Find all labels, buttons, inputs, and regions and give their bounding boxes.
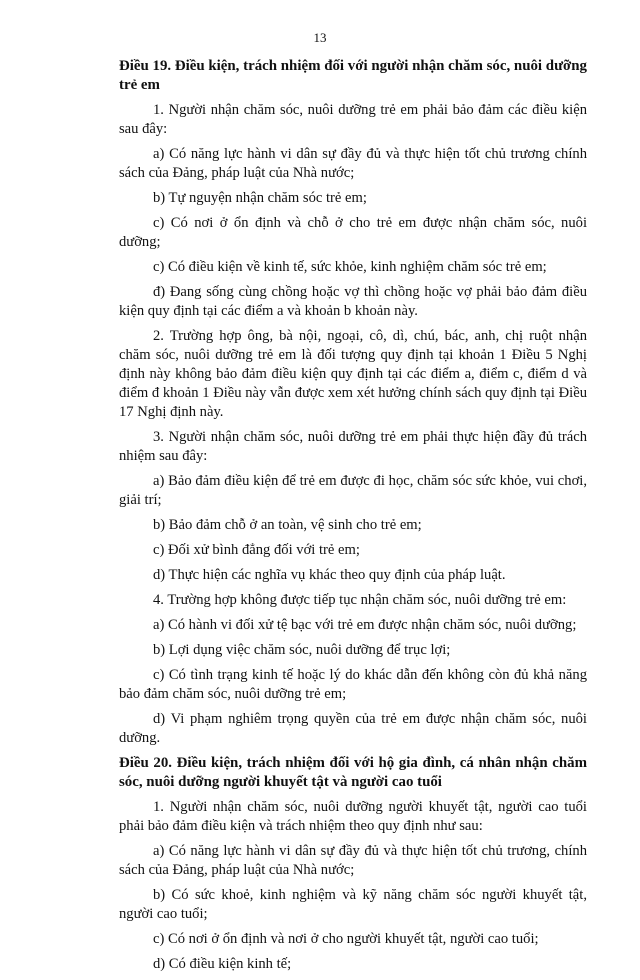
article-19-clause-1-c: c) Có nơi ở ổn định và chỗ ở cho trẻ em được nhận chăm sóc, nuôi dưỡng; bbox=[119, 215, 587, 250]
article-19-clause-1-dd: đ) Đang sống cùng chồng hoặc vợ thì chồng hoặc vợ phải bảo đảm điều kiện quy định tại các điểm a và khoản b khoản này. bbox=[119, 284, 587, 319]
article-19-heading: Điều 19. Điều kiện, trách nhiệm đối với người nhận chăm sóc, nuôi dưỡng trẻ em bbox=[119, 58, 587, 93]
article-19-clause-3-c: c) Đối xử bình đẳng đối với trẻ em; bbox=[153, 542, 360, 558]
article-20-clause-1-b: b) Có sức khoẻ, kinh nghiệm và kỹ năng chăm sóc người khuyết tật, người cao tuổi; bbox=[119, 887, 587, 922]
article-19-clause-3-b: b) Bảo đảm chỗ ở an toàn, vệ sinh cho trẻ em; bbox=[153, 517, 422, 533]
document-body bbox=[119, 57, 587, 980]
article-19-clause-3-a: a) Bảo đảm điều kiện để trẻ em được đi học, chăm sóc sức khỏe, vui chơi, giải trí; bbox=[119, 473, 587, 508]
article-19-clause-4-d: d) Vi phạm nghiêm trọng quyền của trẻ em được nhận chăm sóc, nuôi dưỡng. bbox=[119, 711, 587, 746]
article-19-clause-1-b: b) Tự nguyện nhận chăm sóc trẻ em; bbox=[153, 190, 367, 206]
article-19-clause-4: 4. Trường hợp không được tiếp tục nhận chăm sóc, nuôi dưỡng trẻ em: bbox=[153, 592, 567, 608]
article-20-clause-1-d: d) Có điều kiện kinh tế; bbox=[153, 956, 292, 972]
article-20-heading: Điều 20. Điều kiện, trách nhiệm đối với hộ gia đình, cá nhân nhận chăm sóc, nuôi dưỡng người khuyết tật và người cao tuổi bbox=[119, 755, 587, 790]
article-20-clause-1-c: c) Có nơi ở ổn định và nơi ở cho người khuyết tật, người cao tuổi; bbox=[153, 931, 539, 947]
article-19-clause-3: 3. Người nhận chăm sóc, nuôi dưỡng trẻ em phải thực hiện đầy đủ trách nhiệm sau đây: bbox=[119, 429, 587, 464]
article-20-clause-1: 1. Người nhận chăm sóc, nuôi dưỡng người khuyết tật, người cao tuổi phải bảo đảm điều kiện và trách nhiệm theo quy định như sau: bbox=[119, 799, 587, 834]
article-20-clause-1-a: a) Có năng lực hành vi dân sự đầy đủ và thực hiện tốt chủ trương, chính sách của Đảng, pháp luật của Nhà nước; bbox=[119, 843, 587, 878]
article-19-clause-2: 2. Trường hợp ông, bà nội, ngoại, cô, dì, chú, bác, anh, chị ruột nhận chăm sóc, nuôi dưỡng trẻ em là đối tượng quy định tại khoản 1 Điều 5 Nghị định này không bảo đảm điều kiện quy định tại các điểm a, điểm c, điểm d và điểm đ khoản 1 Điều này vẫn được xem xét hưởng chính sách quy định tại Điều 17 Nghị định này. bbox=[119, 328, 587, 420]
article-19-clause-4-a: a) Có hành vi đối xử tệ bạc với trẻ em được nhận chăm sóc, nuôi dưỡng; bbox=[153, 617, 577, 633]
article-19-clause-1-a: a) Có năng lực hành vi dân sự đầy đủ và thực hiện tốt chủ trương chính sách của Đảng, pháp luật của Nhà nước; bbox=[119, 146, 587, 181]
article-19-clause-3-d: d) Thực hiện các nghĩa vụ khác theo quy định của pháp luật. bbox=[153, 567, 506, 583]
article-19-clause-1: 1. Người nhận chăm sóc, nuôi dưỡng trẻ em phải bảo đảm các điều kiện sau đây: bbox=[119, 102, 587, 137]
article-19-clause-4-c: c) Có tình trạng kinh tế hoặc lý do khác dẫn đến không còn đủ khả năng bảo đảm chăm sóc, nuôi dưỡng trẻ em; bbox=[119, 667, 587, 702]
article-19-clause-1-d: c) Có điều kiện về kinh tế, sức khỏe, kinh nghiệm chăm sóc trẻ em; bbox=[153, 259, 547, 275]
page-number: 13 bbox=[313, 30, 327, 45]
article-19-clause-4-b: b) Lợi dụng việc chăm sóc, nuôi dưỡng để trục lợi; bbox=[153, 642, 451, 658]
